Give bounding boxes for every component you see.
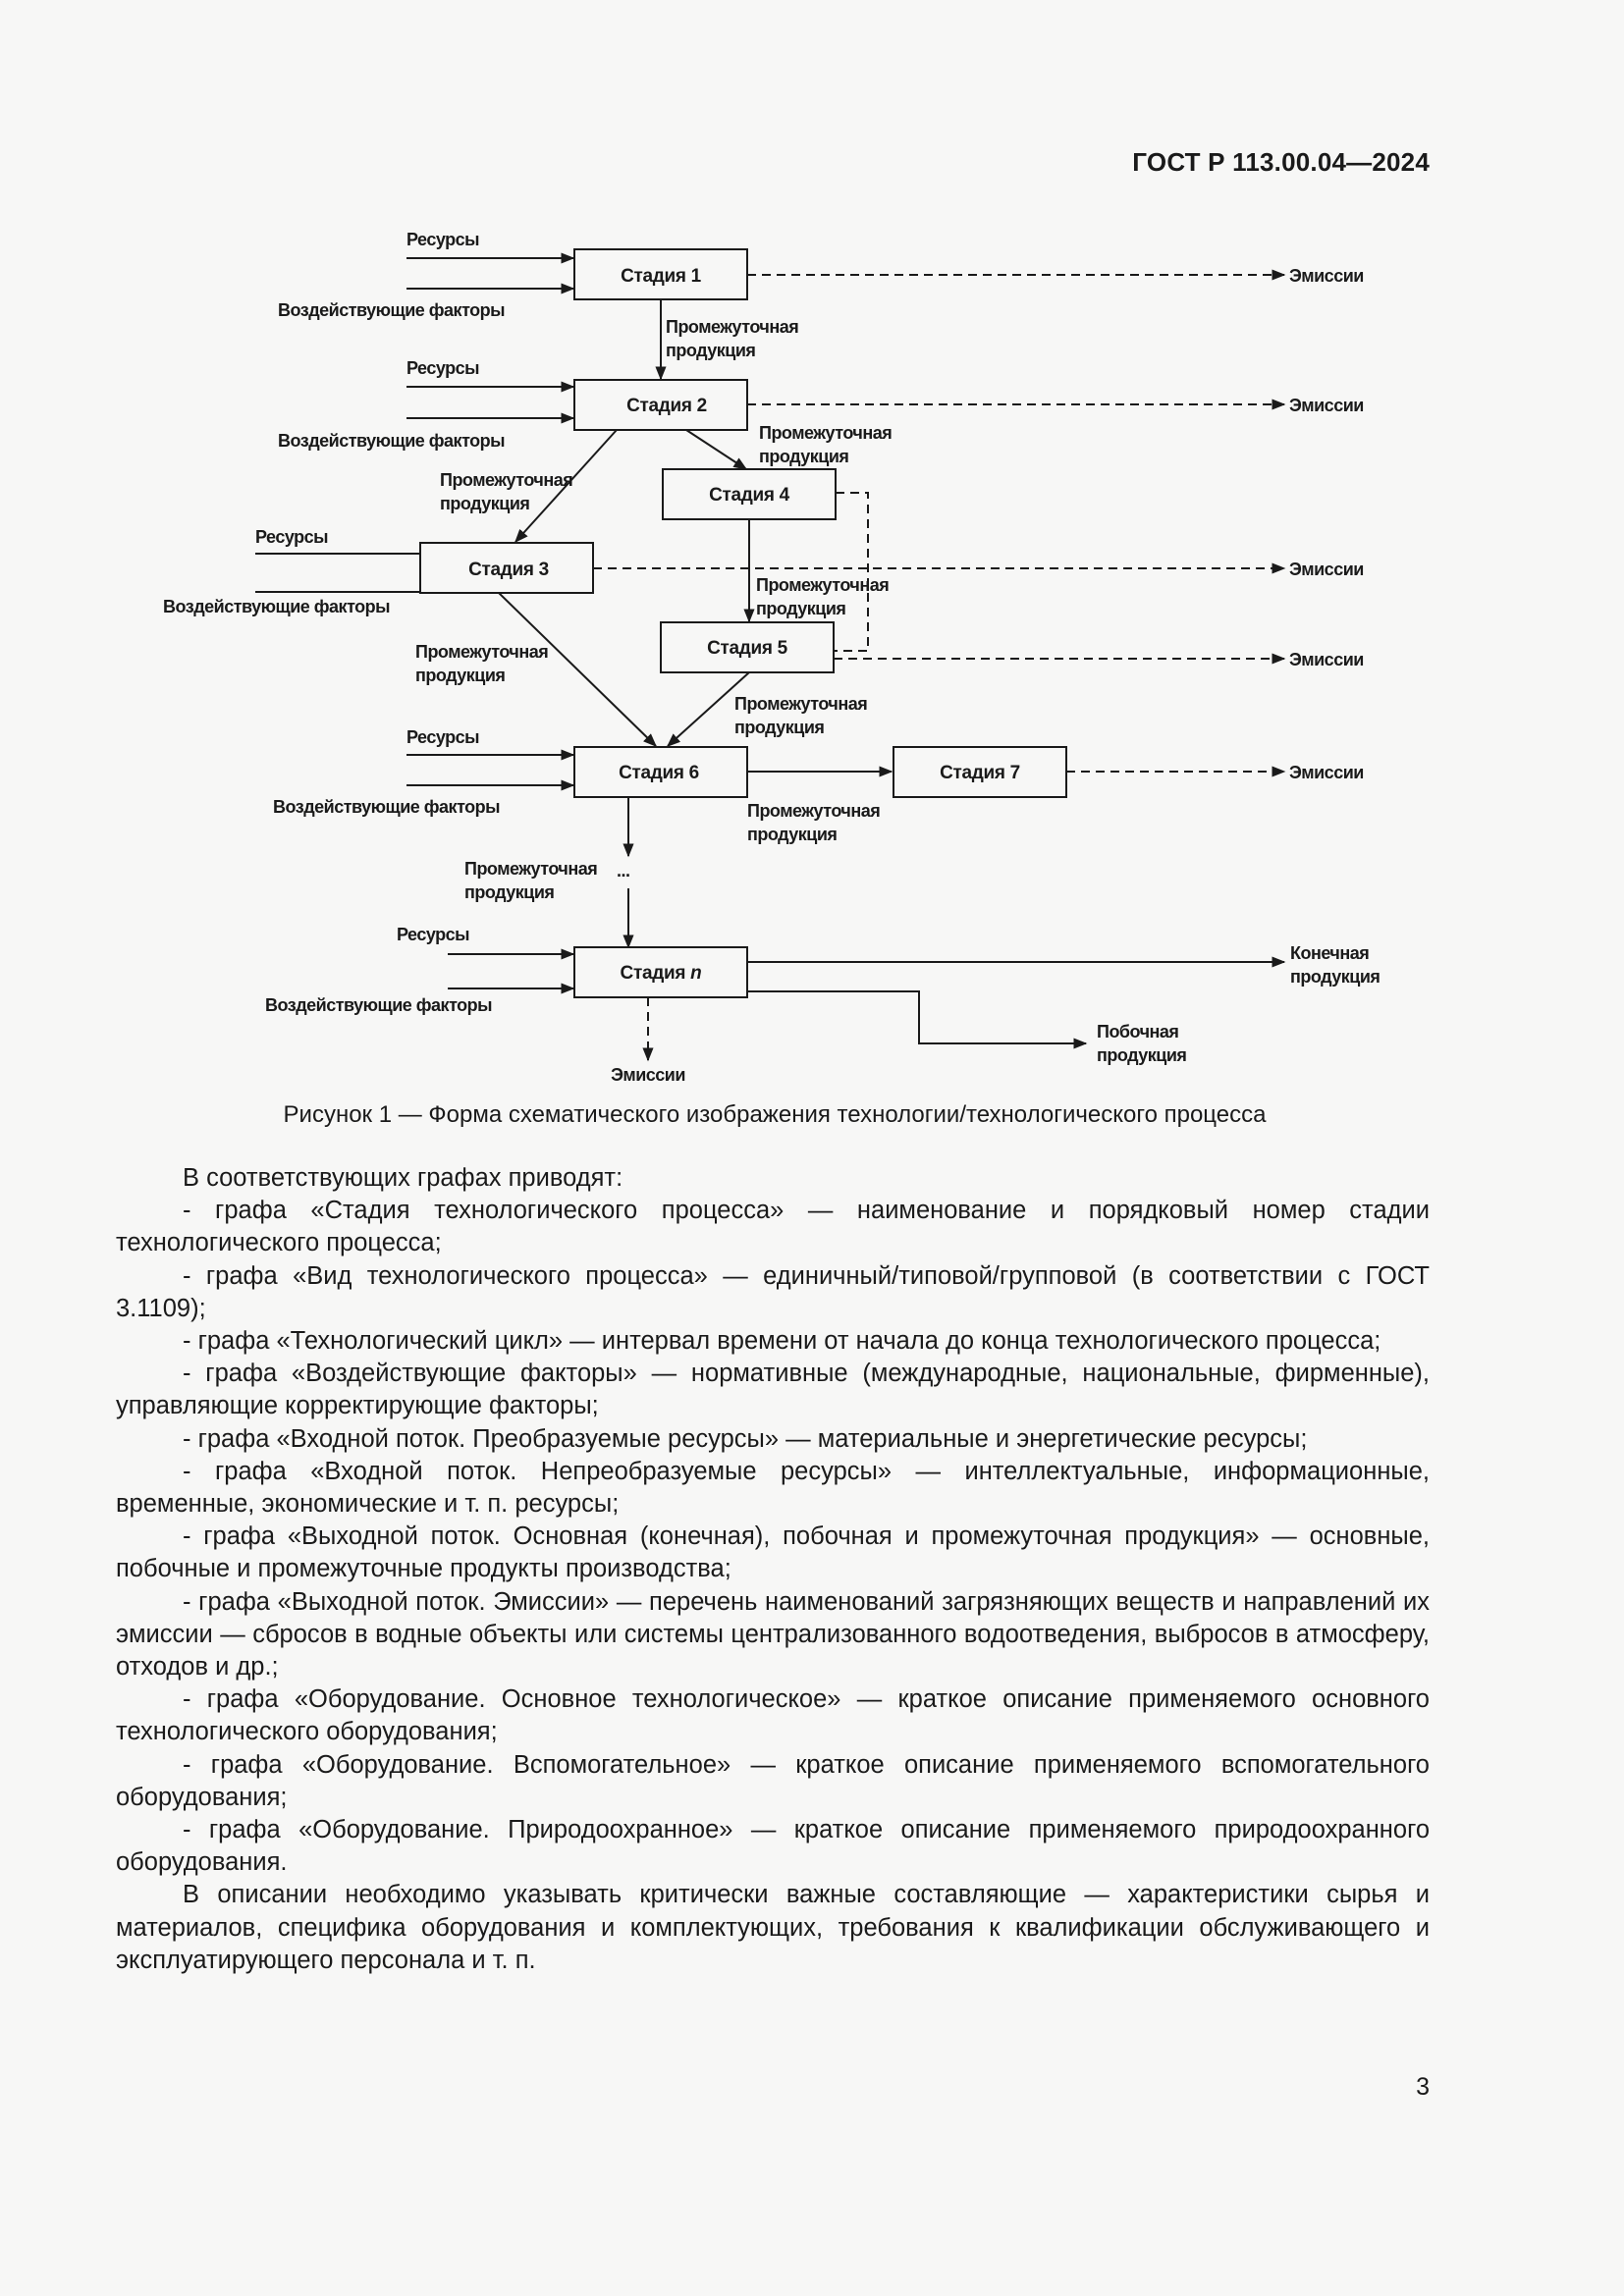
list-item: - графа «Входной поток. Преобразуемые ресурсы» — материальные и энергетические ресурсы;: [183, 1424, 1308, 1453]
final-product-label-line2: продукция: [1290, 967, 1380, 987]
factors-label: Воздействующие факторы: [278, 431, 506, 451]
list-item: - графа «Вид технологического процесса» — единичный/типовой/групповой (в соответствии с ГОСТ 3.1109);: [116, 1261, 1430, 1322]
intermediate-label-line1: Промежуточная: [464, 859, 598, 879]
intermediate-label-line1: Промежуточная: [440, 470, 573, 490]
stage-5-label: Стадия 5: [707, 638, 787, 659]
resources-label: Ресурсы: [397, 925, 469, 944]
emissions-label: Эмиссии: [1289, 763, 1364, 782]
intermediate-label-line2: продукция: [734, 718, 825, 737]
list-item: - графа «Выходной поток. Эмиссии» — перечень наименований загрязняющих веществ и направлений их эмиссии — сбросов в водные объекты или системы централизованного водоотведения, выбросов в атмосферу, отходов и др.;: [116, 1587, 1430, 1682]
intermediate-arrow: [686, 430, 746, 469]
process-flow-diagram: [0, 0, 1624, 1099]
intermediate-label-line2: продукция: [747, 825, 838, 844]
intermediate-label-line1: Промежуточная: [756, 575, 890, 595]
emissions-label: Эмиссии: [611, 1065, 685, 1085]
stage-1-label: Стадия 1: [621, 266, 701, 287]
list-item: - графа «Воздействующие факторы» — нормативные (международные, национальные, фирменные), управляющие корректирующие факторы;: [116, 1360, 1430, 1420]
list-item: - графа «Оборудование. Вспомогательное» — краткое описание применяемого вспомогательного оборудования;: [116, 1750, 1430, 1811]
intermediate-label-line1: Промежуточная: [734, 694, 868, 714]
stage-3-label: Стадия 3: [468, 560, 549, 580]
stage-4-label: Стадия 4: [709, 485, 789, 506]
resources-label: Ресурсы: [406, 358, 479, 378]
factors-label: Воздействующие факторы: [265, 995, 493, 1015]
ellipsis-label: ...: [617, 861, 630, 881]
paragraph: В описании необходимо указывать критически важные составляющие — характеристики сырья и материалов, специфика оборудования и комплектующих, требования к квалификации обслуживающего и эксплуатирующего персонала и т. п.: [116, 1881, 1430, 1974]
list-item: - графа «Входной поток. Непреобразуемые ресурсы» — интеллектуальные, информационные, временные, экономические и т. п. ресурсы;: [116, 1457, 1430, 1519]
figure-caption: Рисунок 1 — Форма схематического изображения технологии/технологического процесса: [283, 1101, 1267, 1128]
factors-label: Воздействующие факторы: [163, 597, 391, 616]
emissions-label: Эмиссии: [1289, 266, 1364, 286]
resources-label: Ресурсы: [255, 527, 328, 547]
paragraph: В соответствующих графах приводят:: [183, 1164, 623, 1192]
intermediate-label-line2: продукция: [666, 341, 756, 360]
stage-7-label: Стадия 7: [940, 763, 1020, 783]
intermediate-label-line2: продукция: [756, 599, 846, 618]
list-item: - графа «Оборудование. Основное технологическое» — краткое описание применяемого основного технологического оборудования;: [116, 1685, 1430, 1746]
intermediate-label-line2: продукция: [415, 666, 506, 685]
stage-2-label: Стадия 2: [626, 396, 707, 416]
intermediate-arrow: [499, 593, 656, 746]
intermediate-label-line2: продукция: [759, 447, 849, 466]
body-text: [116, 1162, 1430, 1977]
page-number: 3: [1416, 2073, 1430, 2101]
byproduct-label-line2: продукция: [1097, 1045, 1187, 1065]
document-code-header: ГОСТ Р 113.00.04—2024: [1132, 147, 1430, 177]
resources-label: Ресурсы: [406, 230, 479, 249]
list-item: - графа «Оборудование. Природоохранное» — краткое описание применяемого природоохранного оборудования.: [116, 1816, 1430, 1877]
stage-4-dashed-link: [835, 493, 868, 651]
list-item: - графа «Выходной поток. Основная (конечная), побочная и промежуточная продукция» — основные, побочные и промежуточные продукты производства;: [116, 1522, 1430, 1583]
intermediate-label-line2: продукция: [440, 494, 530, 513]
factors-label: Воздействующие факторы: [273, 797, 501, 817]
emissions-label: Эмиссии: [1289, 650, 1364, 669]
intermediate-label-line1: Промежуточная: [415, 642, 549, 662]
emissions-label: Эмиссии: [1289, 560, 1364, 579]
intermediate-label-line1: Промежуточная: [759, 423, 893, 443]
stage-6-label: Стадия 6: [619, 763, 699, 783]
list-item: - графа «Стадия технологического процесса» — наименование и порядковый номер стадии технологического процесса;: [116, 1197, 1430, 1257]
byproduct-label-line1: Побочная: [1097, 1022, 1179, 1041]
stage-n-label: Стадия n: [620, 963, 702, 984]
intermediate-label-line2: продукция: [464, 882, 555, 902]
final-product-label-line1: Конечная: [1290, 943, 1370, 963]
list-item: - графа «Технологический цикл» — интервал времени от начала до конца технологического процесса;: [183, 1327, 1381, 1356]
emissions-label: Эмиссии: [1289, 396, 1364, 415]
intermediate-label-line1: Промежуточная: [747, 801, 881, 821]
intermediate-label-line1: Промежуточная: [666, 317, 799, 337]
factors-label: Воздействующие факторы: [278, 300, 506, 320]
byproduct-arrow: [747, 991, 1086, 1043]
resources-label: Ресурсы: [406, 727, 479, 747]
